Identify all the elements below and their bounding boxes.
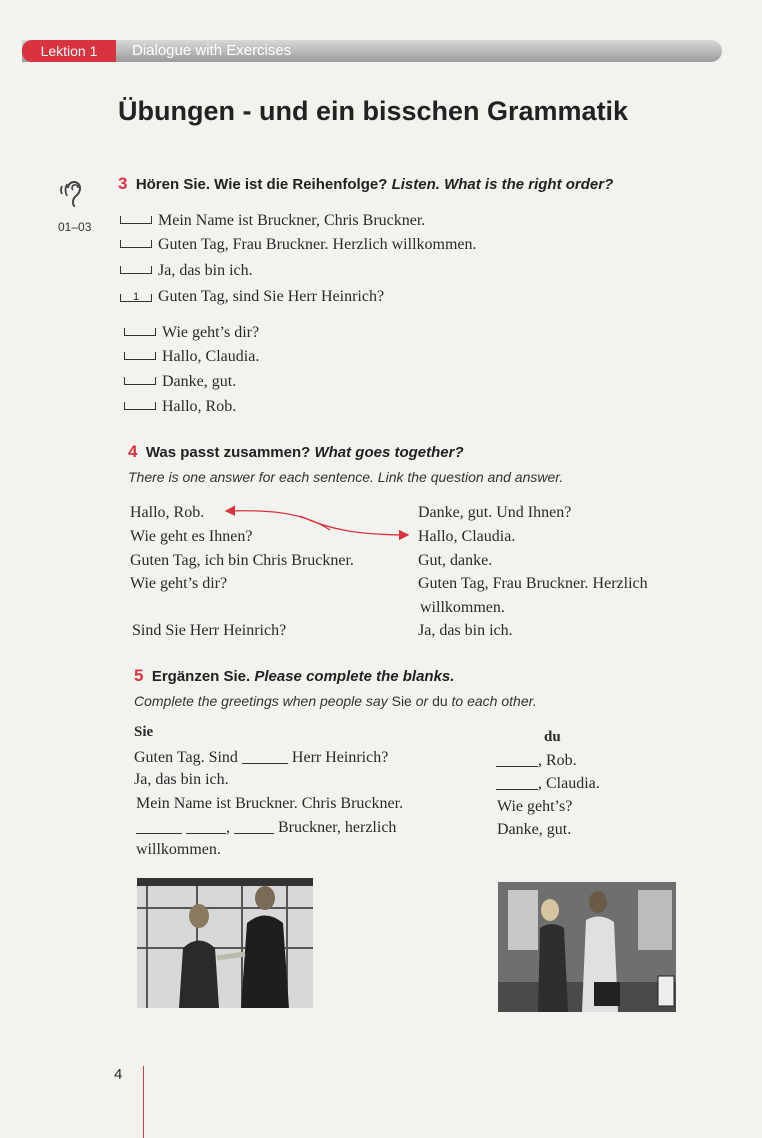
ex3-answer-blank[interactable]: 1: [120, 294, 152, 302]
ex3-heading: [118, 174, 613, 194]
ex3-number: 3: [118, 174, 128, 193]
ex5-blank[interactable]: [186, 819, 226, 834]
ex4-left-item[interactable]: Wie geht es Ihnen?: [130, 528, 253, 545]
ex5-sie-line: Ja, das bin ich.: [134, 771, 229, 788]
ex4-right-item[interactable]: Ja, das bin ich.: [418, 622, 513, 639]
ex5-sie-line: willkommen.: [136, 841, 221, 858]
ex3-answer-blank[interactable]: [124, 402, 156, 410]
page-number: 4: [114, 1066, 123, 1083]
ex5-blank[interactable]: [496, 775, 538, 790]
ex4-heading-en: What goes together?: [314, 444, 464, 461]
ex3-item: [120, 262, 253, 280]
ex3-item-text: Wie geht’s dir?: [162, 324, 260, 341]
ex5-du-line: Wie geht’s?: [497, 798, 573, 815]
ex5-du-line: Danke, gut.: [497, 821, 572, 838]
ex5-heading: [134, 666, 454, 686]
ex3-answer-blank[interactable]: [120, 216, 152, 224]
ex5-blank[interactable]: [234, 819, 274, 834]
header-bar: [22, 40, 722, 62]
ex3-item-text: Hallo, Rob.: [162, 398, 237, 415]
ex5-blank[interactable]: [242, 749, 288, 764]
page-margin-rule: [143, 1066, 144, 1138]
ex5-blank[interactable]: [136, 819, 182, 834]
ex3-item-text: Hallo, Claudia.: [162, 348, 260, 365]
ex3-heading-de: Hören Sie. Wie ist die Reihenfolge?: [135, 176, 388, 193]
ex5-du-line: , Claudia.: [496, 775, 600, 793]
ex3-item-text: Guten Tag, Frau Bruckner. Herzlich willkommen.: [158, 236, 477, 253]
ex4-left-item[interactable]: Wie geht’s dir?: [130, 575, 228, 592]
link-arrow: [300, 516, 408, 535]
ex4-right-item[interactable]: Hallo, Claudia.: [418, 528, 516, 545]
page-title: Übungen - und ein bisschen Grammatik: [118, 96, 629, 126]
ex3-item: [120, 212, 425, 230]
lesson-tab: Lektion 1: [22, 40, 116, 62]
ex5-heading-de: Ergänzen Sie.: [151, 668, 251, 685]
ex4-right-item[interactable]: Danke, gut. Und Ihnen?: [418, 504, 572, 521]
ex5-sie-heading: Sie: [134, 724, 154, 740]
ex5-instruction: Complete the greetings when people say Sie or du to each other.: [134, 693, 537, 709]
ex4-right-item[interactable]: Guten Tag, Frau Bruckner. Herzlich: [418, 575, 648, 592]
ear-audio-icon[interactable]: [58, 176, 98, 212]
ex4-left-item[interactable]: Sind Sie Herr Heinrich?: [132, 622, 287, 639]
photo-business-greeting: [137, 878, 313, 1008]
header-title: Dialogue with Exercises: [132, 42, 292, 59]
ex3-answer-blank[interactable]: [124, 377, 156, 385]
ex3-answer-blank[interactable]: [124, 328, 156, 336]
ex3-item-text: Mein Name ist Bruckner, Chris Bruckner.: [158, 212, 426, 229]
ex3-item: [120, 236, 477, 254]
ex4-right-item[interactable]: Gut, danke.: [418, 552, 493, 569]
ex5-du-heading: du: [544, 729, 561, 745]
ex5-blank[interactable]: [496, 752, 538, 767]
ex5-du-line: , Rob.: [496, 752, 577, 770]
ex5-sie-line: Guten Tag. Sind Herr Heinrich?: [134, 749, 389, 766]
ex3-item-text: Guten Tag, sind Sie Herr Heinrich?: [158, 288, 385, 305]
ex3-item-text: Ja, das bin ich.: [158, 262, 253, 279]
ex3-item: [124, 398, 236, 416]
ex3-item: [120, 288, 384, 306]
ex3-answer-blank[interactable]: [120, 240, 152, 248]
ex4-left-item[interactable]: Guten Tag, ich bin Chris Bruckner.: [130, 552, 354, 569]
photo-train-greeting: [498, 882, 676, 1012]
ex4-left-item[interactable]: Hallo, Rob.: [130, 504, 205, 521]
ex3-item: [124, 373, 236, 391]
ex3-item: [124, 324, 259, 342]
audio-track-code: 01–03: [58, 220, 92, 234]
ex5-number: 5: [134, 666, 144, 685]
ex3-item: [124, 348, 259, 366]
ex4-instruction: There is one answer for each sentence. Link the question and answer.: [128, 469, 564, 485]
ex3-item-text: Danke, gut.: [162, 373, 237, 390]
ex3-answer-blank[interactable]: [124, 352, 156, 360]
ex3-heading-en: Listen. What is the right order?: [391, 176, 614, 193]
ex4-heading: [128, 442, 464, 462]
ex4-right-item: willkommen.: [420, 599, 505, 616]
ex5-sie-line: Mein Name ist Bruckner. Chris Bruckner.: [136, 795, 404, 812]
ex4-heading-de: Was passt zusammen?: [145, 444, 311, 461]
ex5-sie-line: , Bruckner, herzlich: [136, 819, 396, 837]
ex3-answer-blank[interactable]: [120, 266, 152, 274]
ex5-heading-en: Please complete the blanks.: [254, 668, 455, 685]
ex4-number: 4: [128, 442, 138, 461]
